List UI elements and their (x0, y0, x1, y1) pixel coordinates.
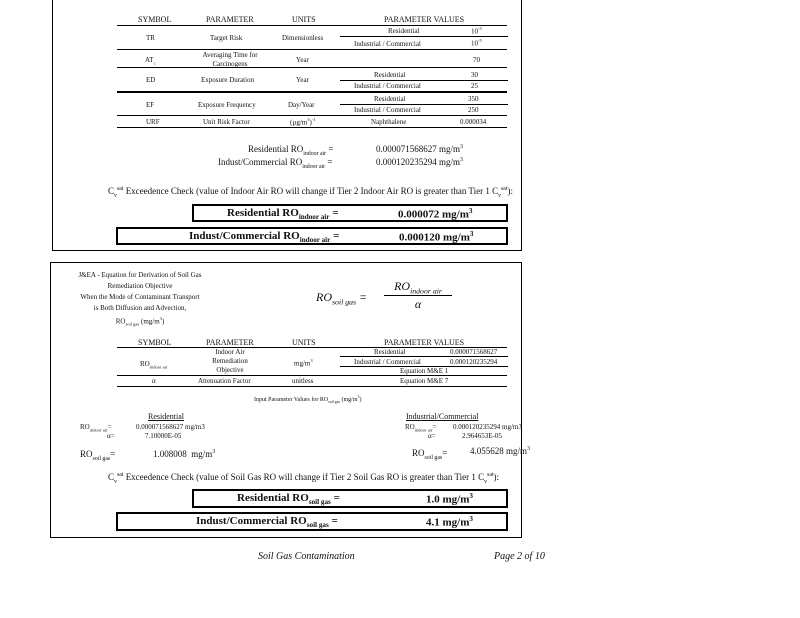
at-rule (117, 67, 507, 68)
tr-ind-value: $10^{-5}$ (471, 38, 482, 48)
box2-ind-label: Indust/Commercial $RO_{soil gas}$ = (196, 515, 338, 530)
box2-res-value: 1.0 $mg/m^3$ (426, 492, 473, 506)
ind-ro-input-value: 0.000120235294 mg/m3 (453, 423, 522, 431)
res-soilgas-result-label: $RO_{soil gas}=$ (80, 449, 116, 462)
res-alpha-label: α= (107, 432, 115, 440)
box2-ind-value: 4.1 $mg/m^3$ (426, 515, 473, 529)
t2-param-ro-2: Remediation (212, 357, 248, 365)
t2-param-ro-1: Indoor Air (215, 348, 245, 356)
param-ef: Exposure Frequency (198, 101, 256, 109)
intro-ro: $RO_{soil gas}$ $(mg/m^3)$ (115, 316, 165, 327)
ind-soilgas-result-value: 4.055628 $mg/m^3$ (470, 446, 530, 456)
units-ef: Day/Year (288, 101, 315, 109)
intro-line-1: J&EA - Equation for Derivation of Soil Gas (78, 271, 202, 279)
tr-res-label: Residential (388, 27, 420, 35)
box-ind-value: 0.000120 $mg/m^3$ (399, 230, 474, 244)
t2-param-alpha: Attenuation Factor (198, 377, 251, 385)
footer-page: Page 2 of 10 (494, 551, 545, 562)
t2-ind-value: 0.000120235294 (450, 358, 498, 366)
sym-at: $AT_c$ (145, 56, 156, 66)
ed-ind-value: 25 (471, 82, 478, 90)
box-ind-label: Indust/Commercial $RO_{indoor air}$ = (189, 230, 340, 245)
param-ed: Exposure Duration (201, 76, 255, 84)
sym-ed: ED (146, 76, 156, 84)
box2-res-label: Residential $RO_{soil gas}$ = (237, 492, 340, 507)
sym-urf: URF (146, 118, 160, 126)
ef-ind-label: Industrial / Commercial (354, 106, 421, 114)
ind-ro-label: Indust/Commercial $RO_{indoor air}$ = (218, 157, 333, 170)
col-parameter-header: PARAMETER (206, 15, 254, 24)
t2-param-ro-3: Objective (216, 366, 244, 374)
box-res-label: Residential $RO_{indoor air}$ = (227, 207, 339, 222)
t2-values-header: PARAMETER VALUES (384, 338, 465, 347)
tr-ind-label: Industrial / Commercial (354, 40, 421, 48)
t2-res-value: 0.000071568627 (450, 348, 498, 356)
ind-ro-input-label: $RO_{indoor air}=$ (405, 423, 437, 433)
param-at: Averaging Time for Carcinogens (202, 51, 258, 68)
ind-column-head: Industrial/Commercial (406, 412, 479, 421)
ind-soilgas-result-label: $RO_{soil gas}=$ (412, 448, 448, 461)
header-rule (117, 25, 507, 26)
intro-line-3: When the Mode of Contaminant Transport (80, 293, 200, 301)
at-value: 70 (473, 56, 480, 64)
param-urf: Unit Risk Factor (203, 118, 250, 126)
ind-alpha-value: 2.964653E-05 (462, 432, 502, 440)
units-tr: Dimensionless (282, 34, 324, 42)
soilgas-ind-result-box (116, 512, 508, 531)
indoor-exceedence-check: $C_v^{sat}$ Exceedence Check (value of Indoor Air RO will change if Tier 2 Indoor Air RO is greater than Tier 1 $C_v^{sat}$): (108, 186, 514, 199)
soilgas-res-result-box (192, 489, 508, 508)
ed-mid-rule (340, 80, 508, 81)
intro-line-4: is Both Diffusion and Advection, (93, 304, 187, 312)
t2-sym-ro: $RO_{indoor air}$ (140, 360, 168, 370)
units-at: Year (296, 56, 309, 64)
res-column-head: Residential (148, 412, 184, 421)
param-tr: Target Risk (210, 34, 243, 42)
indoor-ind-result-box (116, 227, 508, 245)
ed-res-value: 30 (471, 71, 478, 79)
ef-res-label: Residential (374, 95, 406, 103)
t2-eq7: Equation M&E 7 (400, 377, 449, 385)
t2-rule-2 (117, 386, 507, 387)
footer-title: Soil Gas Contamination (258, 551, 355, 562)
t2-mid-rule-1 (340, 356, 508, 357)
ef-ind-value: 250 (468, 106, 479, 114)
tr-rule (117, 49, 507, 50)
t2-sym-alpha: α (152, 377, 156, 385)
urf-chem: Naphthalene (371, 118, 407, 126)
res-ro-input-label: $RO_{indoor air}=$ (80, 423, 112, 433)
ed-rule (117, 91, 507, 93)
ef-res-value: 350 (468, 95, 479, 103)
units-urf: $(\mu g/m^3)^{-1}$ (290, 117, 316, 127)
formula-lhs: $RO_{soil gas}$ = (316, 290, 368, 307)
t2-units-ro: $mg/m^3$ (294, 358, 313, 368)
col-units-header: UNITS (292, 15, 316, 24)
tr-res-value: $10^{-5}$ (471, 26, 482, 36)
ed-ind-label: Industrial / Commercial (354, 82, 421, 90)
t2-eq1: Equation M&E 1 (400, 367, 449, 375)
t2-res-label: Residential (374, 348, 406, 356)
intro-line-2: Remediation Objective (107, 282, 173, 290)
t2-header-rule (117, 347, 507, 348)
t2-rule-1 (117, 375, 507, 376)
formula-numerator: $RO_{indoor air}$ (394, 279, 442, 296)
t2-parameter-header: PARAMETER (206, 338, 254, 347)
t2-ind-label: Industrial / Commercial (354, 358, 421, 366)
res-alpha-value: 7.10000E-05 (145, 432, 182, 440)
col-symbol-header: SYMBOL (138, 15, 172, 24)
ed-res-label: Residential (374, 71, 406, 79)
t2-units-header: UNITS (292, 338, 316, 347)
tr-mid-rule (340, 36, 508, 37)
units-ed: Year (296, 76, 309, 84)
t2-symbol-header: SYMBOL (138, 338, 172, 347)
box-res-value: 0.000072 $mg/m^3$ (398, 207, 473, 221)
col-values-header: PARAMETER VALUES (384, 15, 465, 24)
ef-mid-rule (340, 104, 508, 105)
urf-rule (117, 127, 507, 128)
res-ro-value: 0.000071568627 $mg/m^3$ (376, 144, 463, 154)
sym-ef: EF (146, 101, 155, 109)
res-ro-label: Residential $RO_{indoor air}$ = (248, 144, 334, 157)
formula-denominator: α (414, 297, 422, 311)
res-soilgas-result-value: 1.008008 $mg/m^3$ (153, 449, 216, 459)
ef-rule (117, 115, 507, 116)
t2-units-alpha: unitless (292, 377, 314, 385)
input-caption: Input Parameter Values for $RO_{soil gas}$ $(mg/m^3)$ (254, 395, 362, 405)
res-ro-input-value: 0.000071568627 mg/m3 (136, 423, 205, 431)
sym-tr: TR (146, 34, 155, 42)
formula-fraction-bar (384, 295, 452, 296)
ind-alpha-label: α= (428, 432, 436, 440)
indoor-res-result-box (192, 204, 508, 222)
urf-value: 0.000034 (460, 118, 487, 126)
soilgas-exceedence-check: $C_v^{sat}$ Exceedence Check (value of Soil Gas RO will change if Tier 2 Soil Gas RO is greater than Tier 1 $C_v^{sat}$): (108, 472, 500, 485)
ind-ro-value: 0.000120235294 $mg/m^3$ (376, 157, 463, 167)
